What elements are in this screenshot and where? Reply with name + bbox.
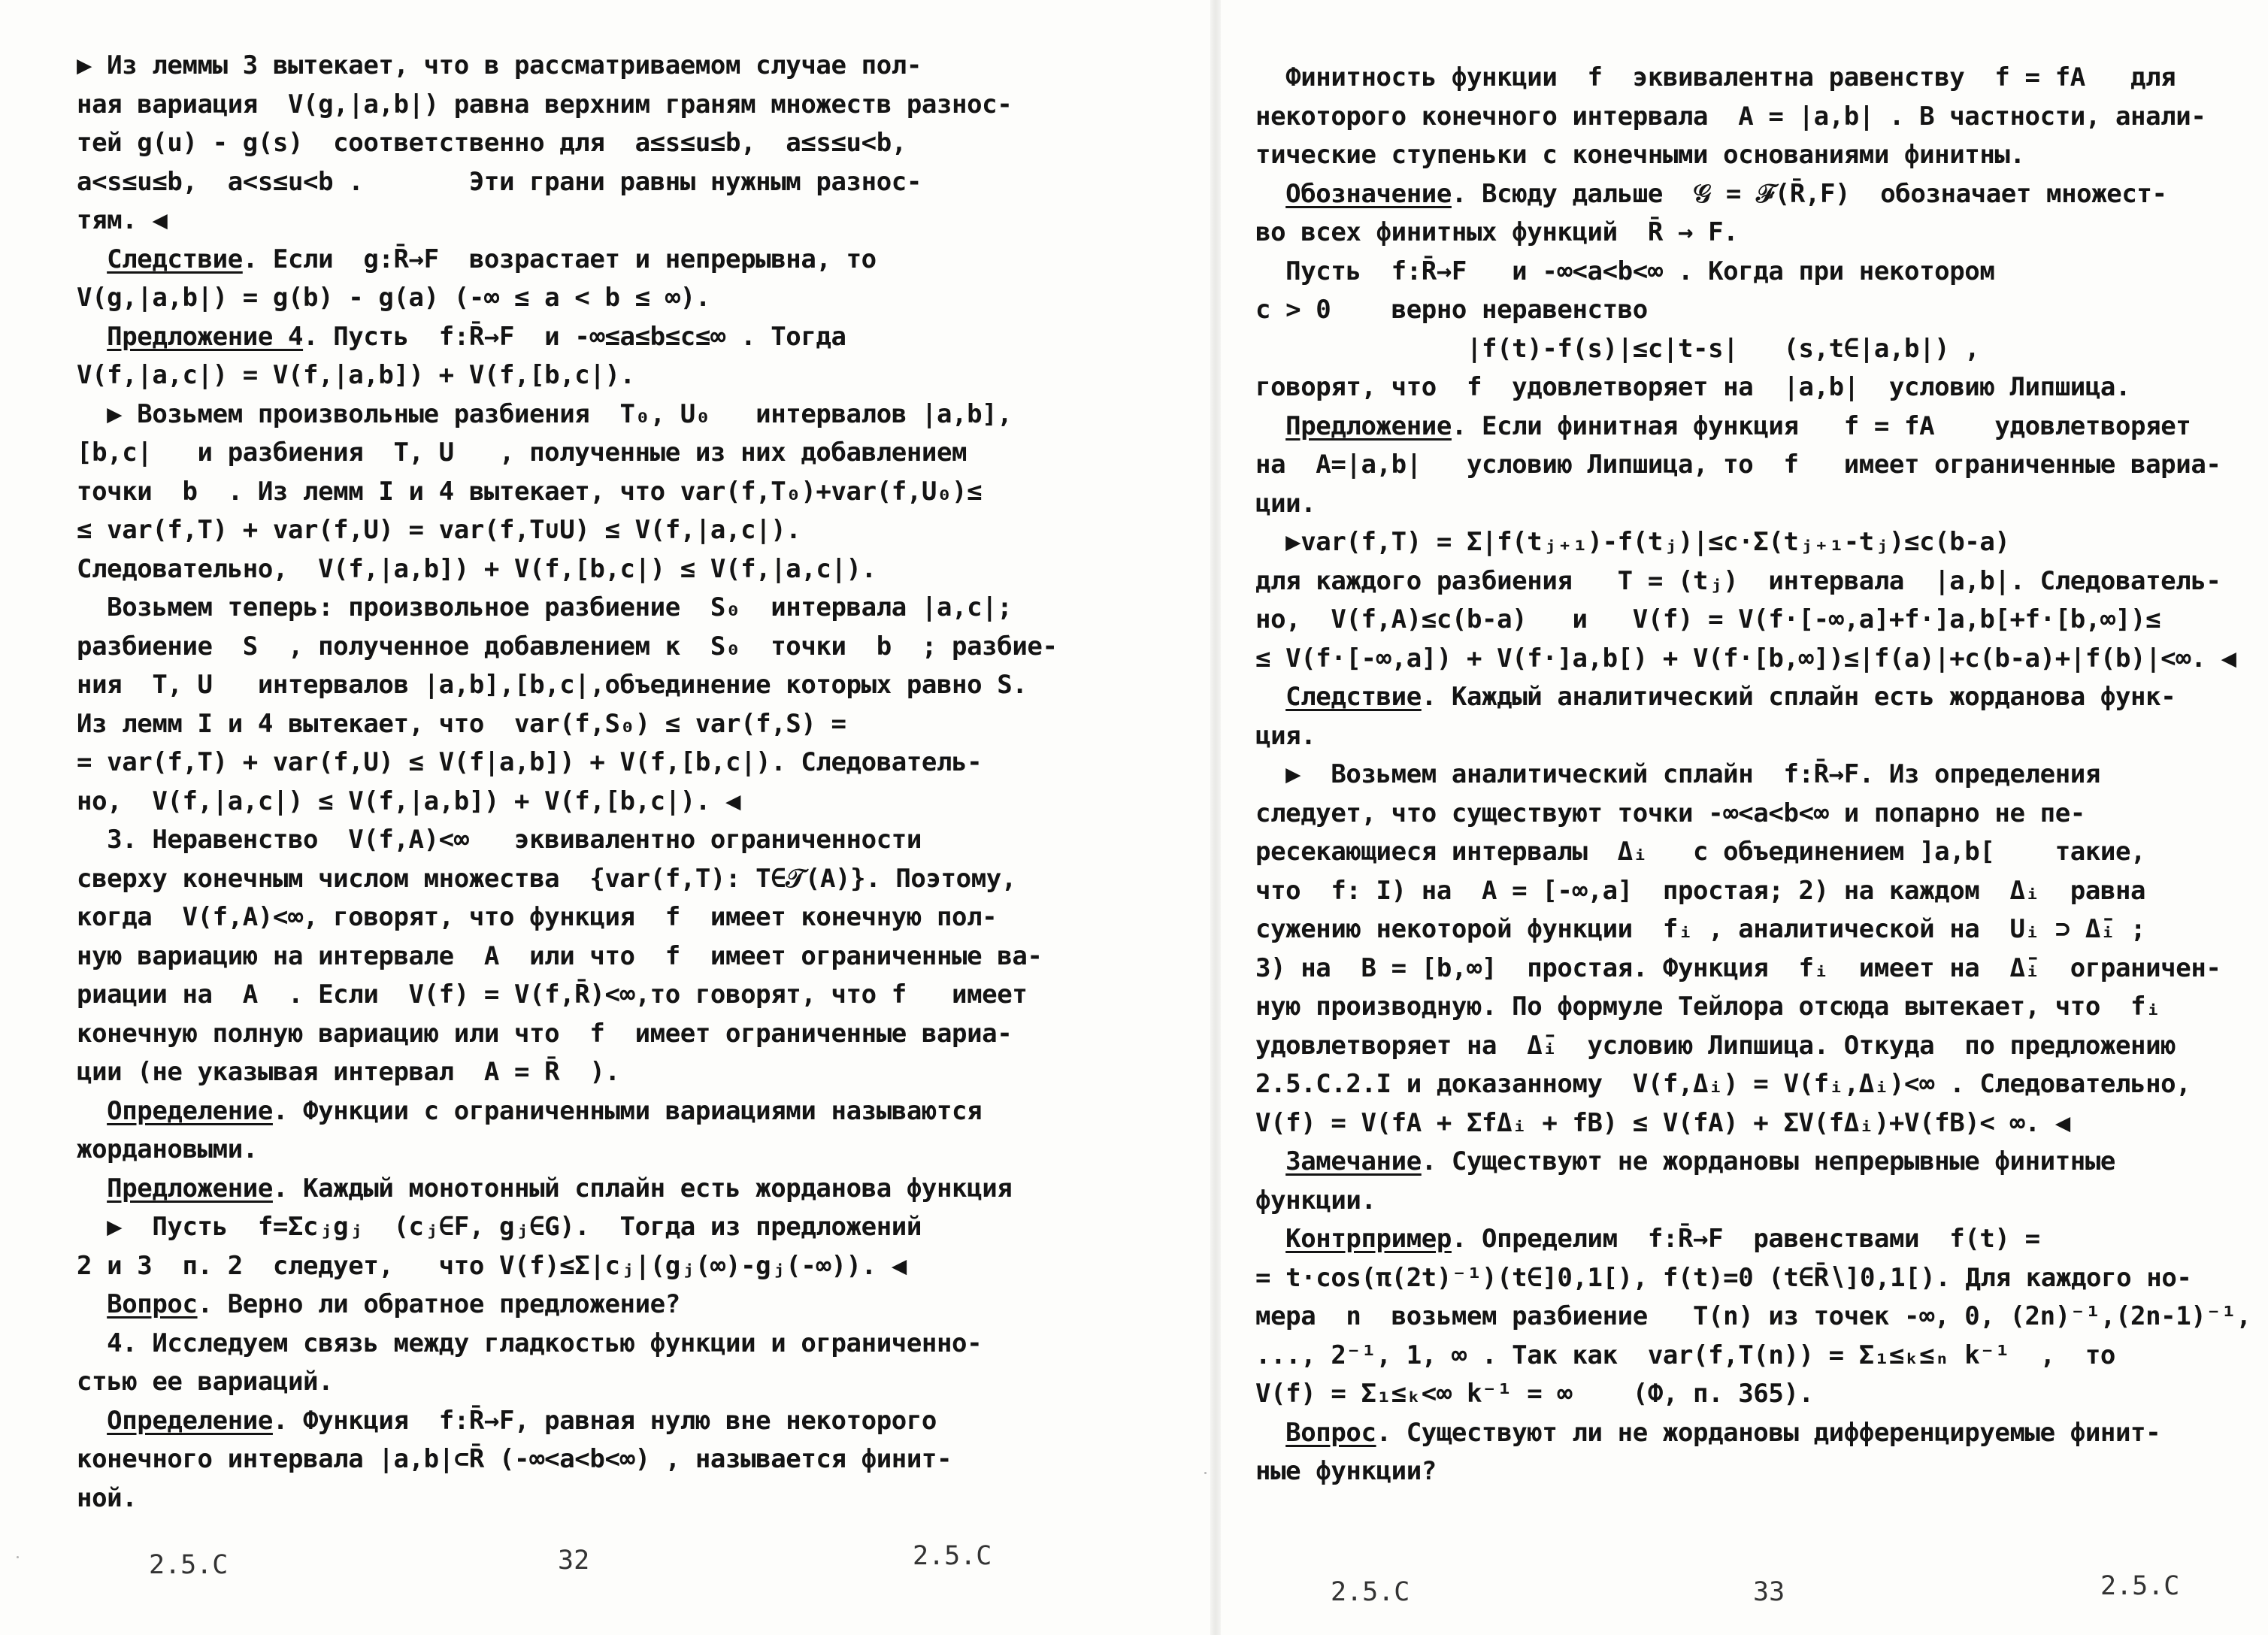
section-keyword: Предложение <box>1285 410 1452 441</box>
right-page-line: функции. <box>1255 1185 1376 1216</box>
right-page-line: 3) на B = [b,∞] простая. Функция fᵢ имеет на Δ̄ᵢ ограничен- <box>1255 952 2221 983</box>
left-page-line: [b,c| и разбиения T, U , полученные из них добавлением <box>77 438 967 468</box>
right-page-line: ≤ V(f·[-∞,a]) + V(f·]a,b[) + V(f·[b,∞])≤|f(a)|+c(b-a)+|f(b)|<∞. ◀ <box>1255 643 2236 674</box>
section-keyword: Определение <box>107 1095 273 1126</box>
left-page-line: V(f,|a,c|) = V(f,|a,b]) + V(f,[b,c|). <box>77 360 635 390</box>
right-page-line: 2.5.C.2.I и доказанному V(f,Δᵢ) = V(fᵢ,Δᵢ)<∞ . Следовательно, <box>1255 1069 2191 1099</box>
left-page-line: Следствие. Если g:R̄→F возрастает и непрерывна, то <box>107 244 877 274</box>
section-keyword: Следствие <box>107 244 243 274</box>
left-page-line: V(g,|a,b|) = g(b) - g(a) (-∞ ≤ a < b ≤ ∞). <box>77 283 710 313</box>
left-page-line: ▶ Возьмем произвольные разбиения T₀, U₀ интервалов |a,b], <box>77 398 1013 429</box>
scan-speck <box>17 1556 19 1558</box>
left-page-text <box>77 47 1058 1518</box>
left-page-line: ная вариация V(g,|a,b|) равна верхним граням множеств разнос- <box>77 89 1013 120</box>
right-page-line: что f: I) на A = [-∞,a] простая; 2) на каждом Δᵢ равна <box>1255 875 2146 906</box>
right-page-line: для каждого разбиения T = (tⱼ) интервала |a,b|. Следователь- <box>1255 565 2221 596</box>
left-page-line: сверху конечным числом множества {var(f,T): T∈𝒯(A)}. Поэтому, <box>77 863 1016 894</box>
scan-speck <box>1204 1472 1207 1474</box>
left-page-line: Определение. Функция f:R̄→F, равная нулю вне некоторого <box>107 1405 937 1436</box>
left-page-line: но, V(f,|a,c|) ≤ V(f,|a,b]) + V(f,[b,c|). ◀ <box>77 786 741 816</box>
left-page-line: 3. Неравенство V(f,A)<∞ эквивалентно ограниченности <box>77 825 922 855</box>
left-page-line: Вопрос. Верно ли обратное предложение? <box>107 1289 680 1319</box>
right-page-line: ция. <box>1255 720 1316 751</box>
right-page-line: Пусть f:R̄→F и -∞<a<b<∞ . Когда при некотором <box>1255 256 1995 286</box>
right-page-text <box>1255 59 2251 1491</box>
left-page-line: Из лемм I и 4 вытекает, что var(f,S₀) ≤ var(f,S) = <box>77 708 846 739</box>
section-keyword: Контрпример <box>1285 1224 1452 1254</box>
left-page-line: Определение. Функции с ограниченными вариациями называются <box>107 1095 983 1126</box>
left-page-line: ▶ Пусть f=Σcⱼgⱼ (cⱼ∈F, gⱼ∈G). Тогда из предложений <box>77 1212 922 1242</box>
right-footer-section: 2.5.C <box>1331 1577 1410 1607</box>
section-keyword: Вопрос <box>1285 1417 1376 1448</box>
right-page-line: Финитность функции f эквивалентна равенству f = fA для <box>1255 62 2176 92</box>
left-page-number: 32 <box>558 1546 590 1576</box>
left-page-line: разбиение S , полученное добавлением к S₀ точки b ; разбие- <box>77 631 1058 662</box>
section-keyword: Предложение 4 <box>107 321 304 352</box>
left-page-line: тей g(u) - g(s) соответственно для a≤s≤u≤b, a≤s≤u<b, <box>77 128 907 158</box>
right-page-line: ресекающиеся интервалы Δᵢ с объединением ]a,b[ такие, <box>1255 837 2146 867</box>
right-page-line: Предложение. Если финитная функция f = fA удовлетворяет <box>1285 410 2191 441</box>
left-footer-section-right: 2.5.C <box>913 1541 992 1571</box>
right-page-line: но, V(f,A)≤c(b-a) и V(f) = V(f·[-∞,a]+f·]a,b[+f·[b,∞])≤ <box>1255 604 2161 634</box>
left-page-line: конечного интервала |a,b|⊂R̄ (-∞<a<b<∞) , называется финит- <box>77 1444 952 1474</box>
left-page-line: стью ее вариаций. <box>77 1367 334 1397</box>
right-page-line: ные функции? <box>1255 1456 1437 1486</box>
right-page-line: Вопрос. Существуют ли не жордановы дифференцируемые финит- <box>1285 1417 2161 1448</box>
right-page-line: удовлетворяет на Δ̄ᵢ условию Липшица. Откуда по предложению <box>1255 1030 2176 1061</box>
left-page-line: тям. ◀ <box>77 205 168 235</box>
right-page-line: c > 0 верно неравенство <box>1255 295 1648 325</box>
right-page-line: Обозначение. Всюду дальше 𝒢 = ℱ(R̄,F) обозначает множест- <box>1285 178 2167 209</box>
right-page-line: ▶var(f,T) = Σ|f(tⱼ₊₁)-f(tⱼ)|≤c·Σ(tⱼ₊₁-tⱼ)≤c(b-a) <box>1255 527 2010 557</box>
section-keyword: Предложение <box>107 1173 273 1204</box>
left-page-line: = var(f,T) + var(f,U) ≤ V(f|a,b]) + V(f,[b,c|). Следователь- <box>77 747 983 777</box>
right-page-line: = t·cos(π(2t)⁻¹)(t∈]0,1[), f(t)=0 (t∈R̄∖]0,1[). Для каждого но- <box>1255 1262 2192 1293</box>
left-page-line: ную вариацию на интервале A или что f имеет ограниченные ва- <box>77 940 1043 971</box>
left-footer-section: 2.5.C <box>149 1550 229 1580</box>
right-page-line: ▶ Возьмем аналитический сплайн f:R̄→F. Из определения <box>1255 759 2100 789</box>
left-page-line: a<s≤u≤b, a<s≤u<b . Эти грани равны нужным разнос- <box>77 166 922 197</box>
right-page-line: Следствие. Каждый аналитический сплайн есть жорданова функ- <box>1285 682 2176 712</box>
left-page-line: ≤ var(f,T) + var(f,U) = var(f,T∪U) ≤ V(f,|a,c|). <box>77 515 801 545</box>
right-page-line: во всех финитных функций R̄ → F. <box>1255 217 1739 247</box>
right-page-line: V(f) = Σ₁≤ₖ<∞ k⁻¹ = ∞ (Ф, п. 365). <box>1255 1379 1814 1409</box>
right-page-line: Контрпример. Определим f:R̄→F равенствами f(t) = <box>1285 1224 2040 1254</box>
left-page-line: Возьмем теперь: произвольное разбиение S₀ интервала |a,c|; <box>77 592 1013 622</box>
section-keyword: Вопрос <box>107 1289 198 1319</box>
section-keyword: Обозначение <box>1285 178 1452 209</box>
left-page-line: когда V(f,A)<∞, говорят, что функция f имеет конечную пол- <box>77 902 998 932</box>
right-page-line: Замечание. Существуют не жордановы непрерывные финитные <box>1285 1146 2115 1176</box>
page-gutter <box>1210 0 1221 1635</box>
right-page-number: 33 <box>1753 1577 1785 1607</box>
left-page-line: 2 и 3 п. 2 следует, что V(f)≤Σ|cⱼ|(gⱼ(∞)-gⱼ(-∞)). ◀ <box>77 1250 907 1281</box>
left-page-line: Предложение 4. Пусть f:R̄→F и -∞≤a≤b≤c≤∞ . Тогда <box>107 321 846 352</box>
right-page-line: говорят, что f удовлетворяет на |a,b| условию Липшица. <box>1255 372 2131 402</box>
right-footer-section-right: 2.5.C <box>2100 1571 2180 1601</box>
right-page-line: ную производную. По формуле Тейлора отсюда вытекает, что fᵢ <box>1255 992 2161 1022</box>
left-page-line: Следовательно, V(f,|a,b]) + V(f,[b,c|) ≤ V(f,|a,c|). <box>77 553 877 584</box>
right-page-line: ции. <box>1255 488 1316 519</box>
right-page-line: мера n возьмем разбиение T(n) из точек -∞, 0, (2n)⁻¹,(2n-1)⁻¹, <box>1255 1301 2251 1331</box>
left-page-line: ции (не указывая интервал A = R̄ ). <box>77 1057 620 1087</box>
left-page-line: риации на A . Если V(f) = V(f,R̄)<∞,то говорят, что f имеет <box>77 979 1028 1010</box>
left-page-line: ной. <box>77 1482 138 1513</box>
left-page-line: Предложение. Каждый монотонный сплайн есть жорданова функция <box>107 1173 1013 1204</box>
section-keyword: Замечание <box>1285 1146 1422 1176</box>
left-page-line: жордановыми. <box>77 1134 258 1164</box>
right-page-line: тические ступеньки с конечными основаниями финитны. <box>1255 140 2025 170</box>
right-page-line: |f(t)-f(s)|≤c|t-s| (s,t∈|a,b|) , <box>1255 333 1980 364</box>
right-page-line: ..., 2⁻¹, 1, ∞ . Так как var(f,T(n)) = Σ₁≤ₖ≤ₙ k⁻¹ , то <box>1255 1340 2115 1370</box>
left-page-line: ния T, U интервалов |a,b],[b,c|,объединение которых равно S. <box>77 670 1028 700</box>
right-page <box>1221 0 2268 1635</box>
right-page-line: сужению некоторой функции fᵢ , аналитической на Uᵢ ⊃ Δ̄ᵢ ; <box>1255 914 2146 944</box>
section-keyword: Определение <box>107 1405 273 1436</box>
section-keyword: Следствие <box>1285 682 1422 712</box>
right-page-line: V(f) = V(fA + ΣfΔᵢ + fB) ≤ V(fA) + ΣV(fΔᵢ)+V(fB)< ∞. ◀ <box>1255 1107 2070 1138</box>
left-page-line: точки b . Из лемм I и 4 вытекает, что var(f,T₀)+var(f,U₀)≤ <box>77 476 983 507</box>
right-page-line: следует, что существуют точки -∞<a<b<∞ и попарно не пе- <box>1255 798 2085 828</box>
left-page-line: ▶ Из леммы 3 вытекает, что в рассматриваемом случае пол- <box>77 50 922 80</box>
left-page-line: конечную полную вариацию или что f имеет ограниченные вариа- <box>77 1018 1013 1049</box>
left-page-line: 4. Исследуем связь между гладкостью функции и ограниченно- <box>77 1328 983 1358</box>
right-page-line: на A=|a,b| условию Липшица, то f имеет ограниченные вариа- <box>1255 450 2221 480</box>
right-page-line: некоторого конечного интервала A = |a,b| . В частности, анали- <box>1255 101 2206 132</box>
